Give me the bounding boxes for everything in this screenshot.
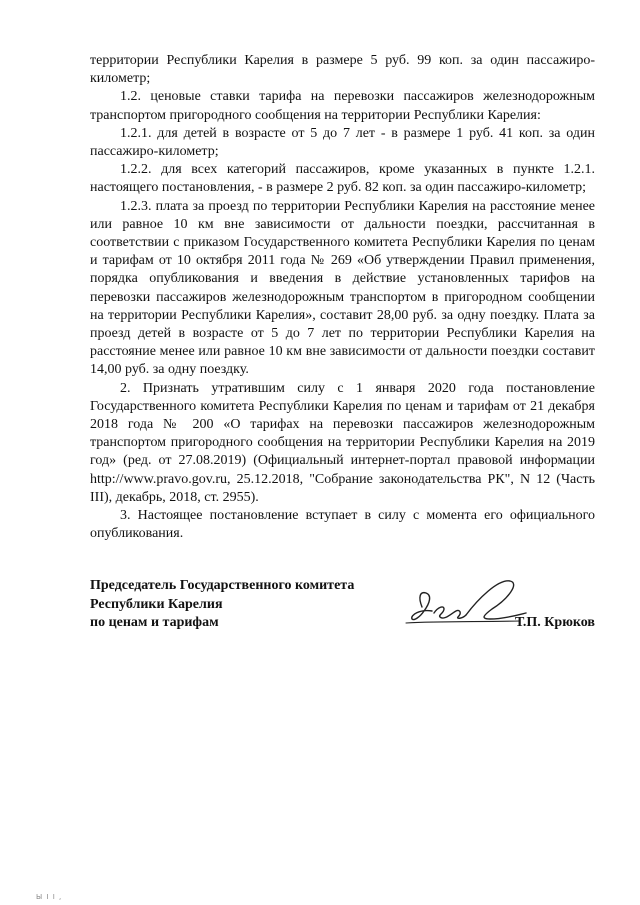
paragraph-1-2-1: 1.2.1. для детей в возрасте от 5 до 7 лет - в размере 1 руб. 41 коп. за один пассажиро-километр; <box>90 125 595 160</box>
signatory-title-line: Председатель Государственного комитета <box>90 578 355 593</box>
document-body <box>90 52 595 543</box>
signatory-title <box>90 577 354 633</box>
scan-footer-mark: Ы I I , <box>36 893 63 901</box>
signatory-title-line: по ценам и тарифам <box>90 615 219 631</box>
signatory-name: Т.П. Крюков <box>514 615 595 630</box>
paragraph-2: 2. Признать утратившим силу с 1 января 2020 года постановление Государственного комитета Республики Карелия по ценам и тарифам от 21 декабря 2018 года № 200 «О тарифах на перевозки пассажиров железнодорожным транспортом пригородного сообщения на территории Республики Карелия на 2019 год» (ред. от 27.08.2019) (Официальный интернет-портал правовой информации http://www.pravo.gov.ru, 25.12.2018, "Собрание законодательства РК", N 12 (Часть III), декабрь, 2018, ст. 2955). <box>90 380 595 505</box>
signature-block <box>90 577 595 637</box>
paragraph-1-2-3: 1.2.3. плата за проезд по территории Республики Карелия на расстояние менее или равное 10 км вне зависимости от дальности поездки, рассчитанная в соответствии с приказом Государственного комитета Республики Карелия по ценам и тарифам от 10 октября 2011 года № 269 «Об утверждении Правил применения, порядка опубликования и введения в действие установленных тарифов на перевозки пассажиров железнодорожным транспортом в пригородном сообщении на территории Республики Карелия», составит 28,00 руб. за одну поездку. Плата за проезд детей в возрасте от 5 до 7 лет по территории Республики Карелия на расстояние менее или равное 10 км вне зависимости от дальности поездки составит 14,00 руб. за одну поездку. <box>90 198 595 378</box>
paragraph-tariff-continuation: территории Республики Карелия в размере 5 руб. 99 коп. за один пассажиро-километр; <box>90 53 595 87</box>
paragraph-1-2-2: 1.2.2. для всех категорий пассажиров, кроме указанных в пункте 1.2.1. настоящего постановления, - в размере 2 руб. 82 коп. за один пассажиро-километр; <box>90 162 595 196</box>
signatory-title-line: Республики Карелия <box>90 596 223 612</box>
paragraph-1-2: 1.2. ценовые ставки тарифа на перевозки пассажиров железнодорожным транспортом пригородного сообщения на территории Республики Карелия: <box>90 89 595 123</box>
paragraph-3: 3. Настоящее постановление вступает в силу с момента его официального опубликования. <box>90 508 595 542</box>
